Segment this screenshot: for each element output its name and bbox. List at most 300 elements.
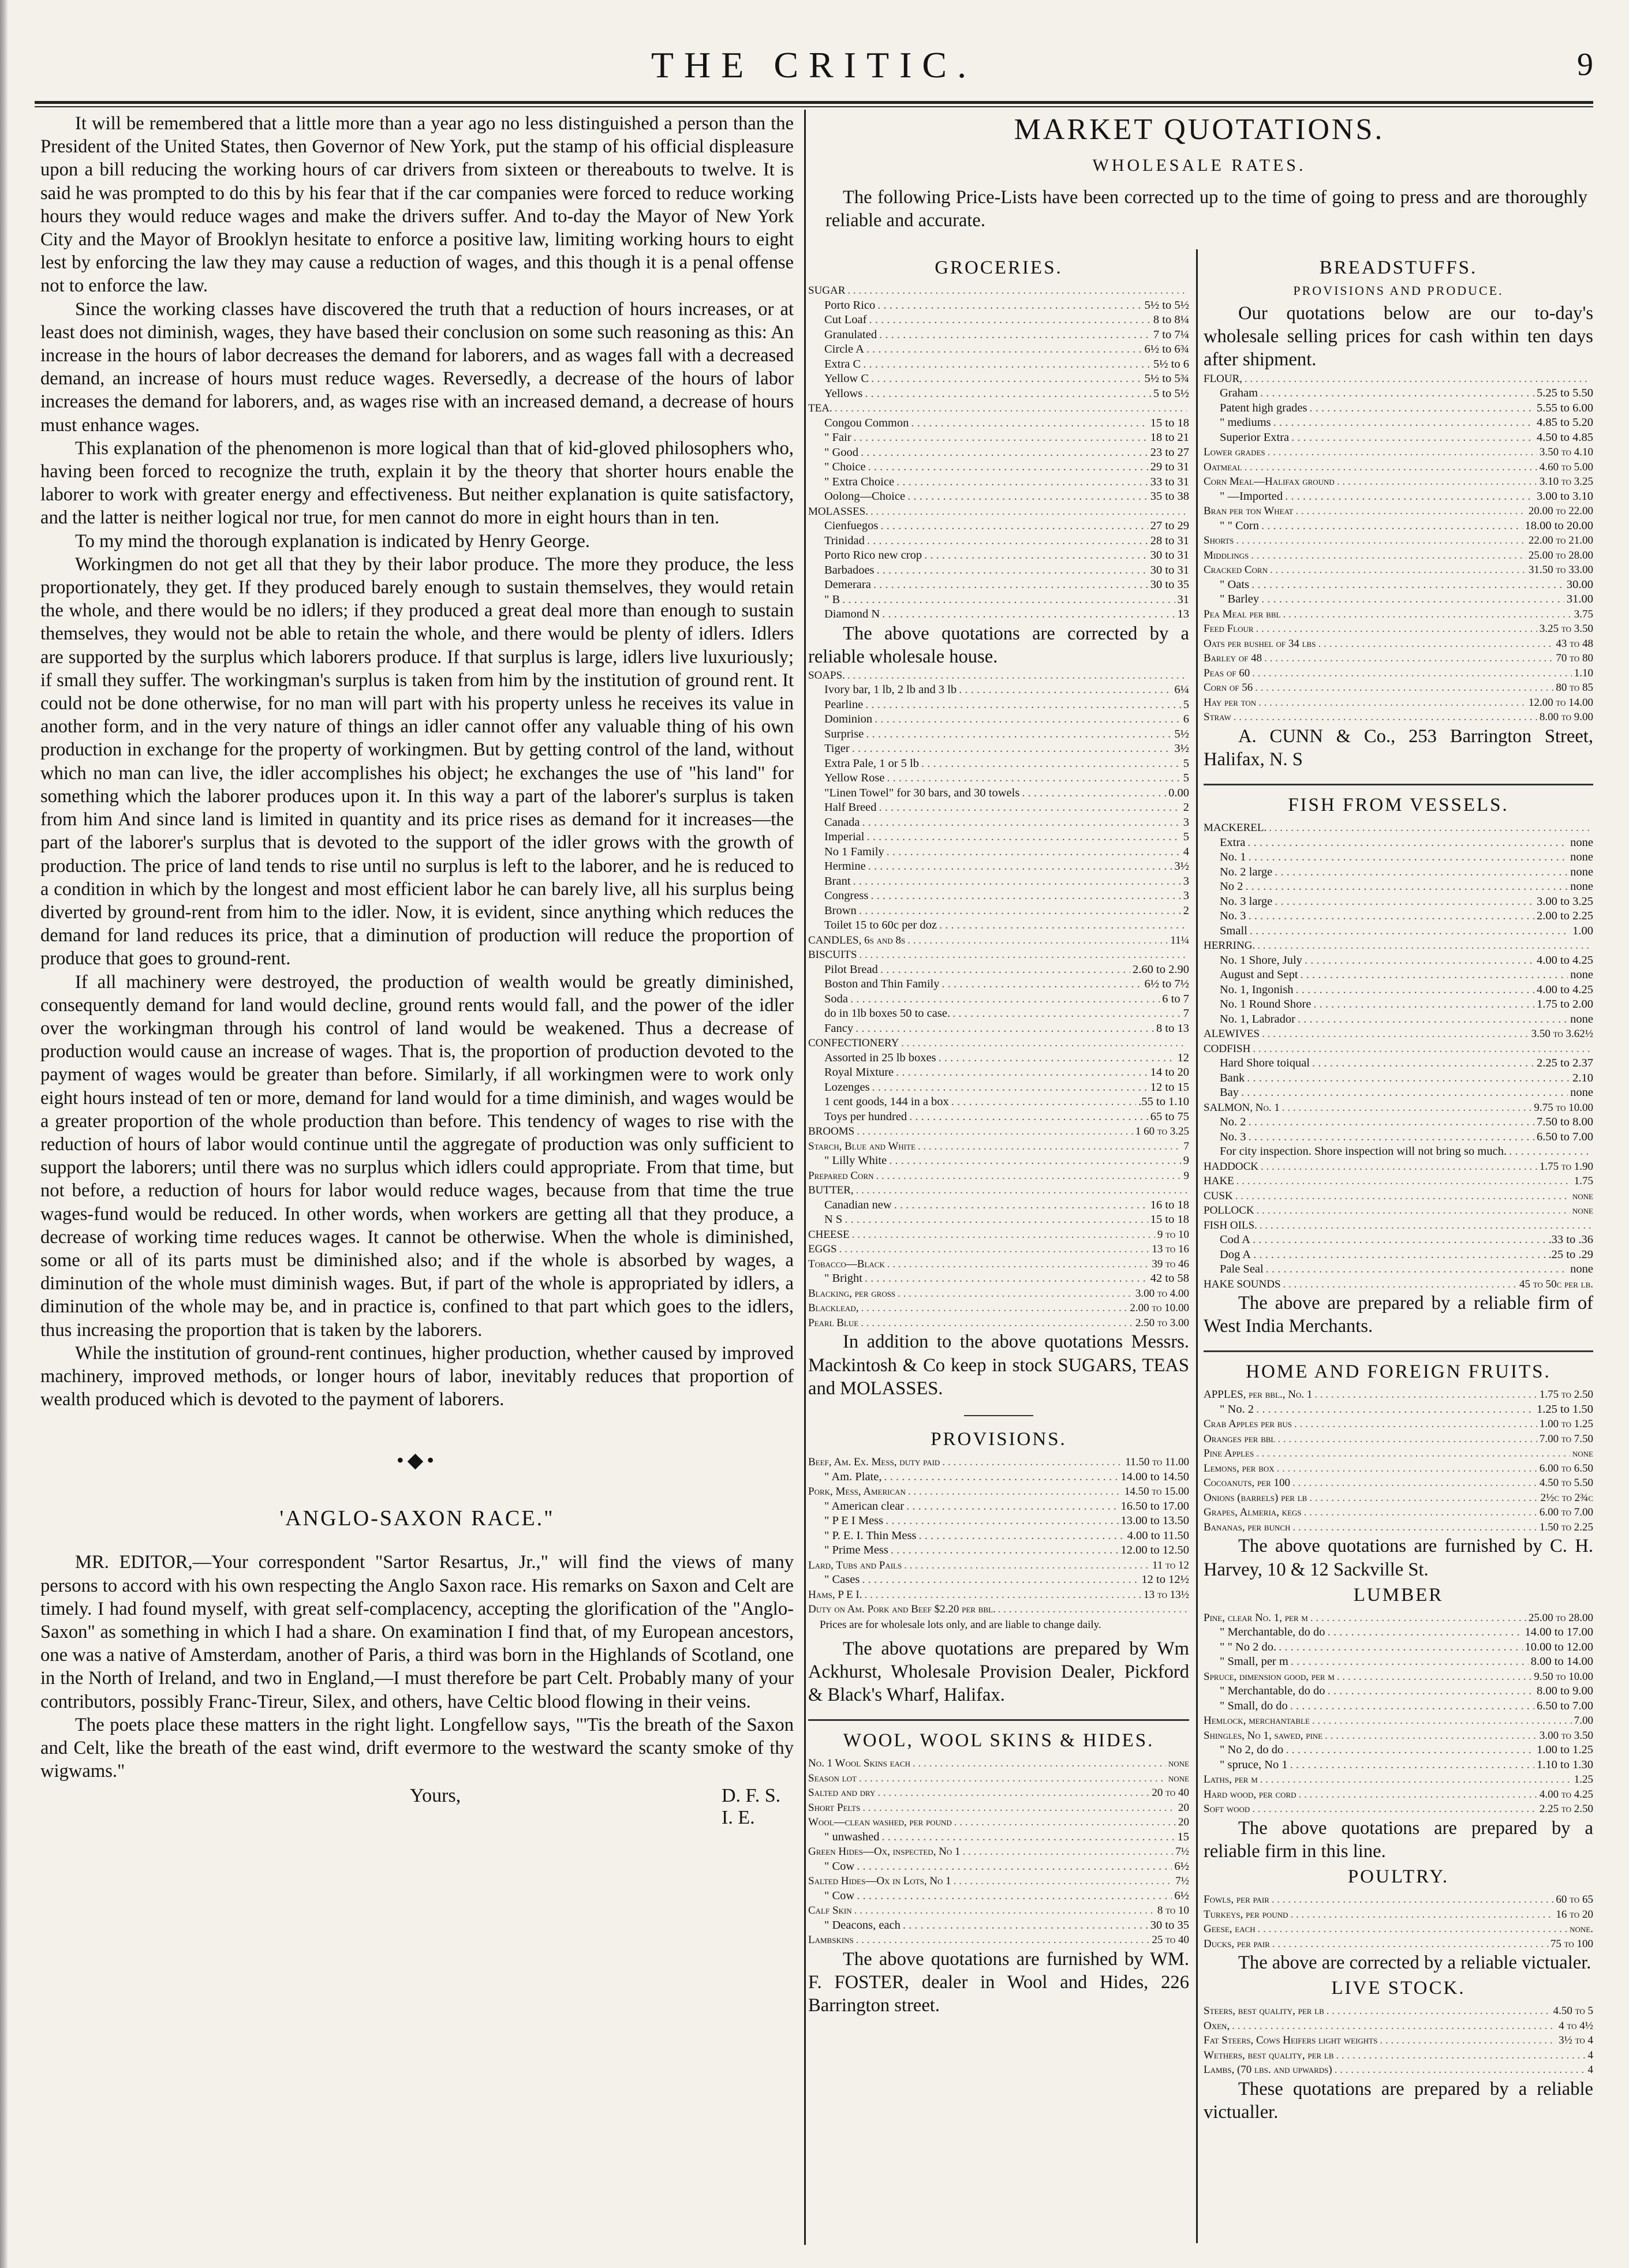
leader-dots (861, 1301, 1127, 1316)
price-item: " Small, per m (1220, 1655, 1288, 1668)
price-item: No 1 Family (824, 845, 884, 858)
signature-name: D. F. S. I. E. (722, 1785, 781, 1829)
price-row (808, 1558, 1189, 1573)
leader-dots (877, 1786, 1149, 1801)
price-row (808, 1815, 1189, 1830)
price-row (808, 1514, 1189, 1529)
price-row (808, 504, 1189, 519)
leader-dots (1244, 460, 1537, 475)
price-row (808, 1065, 1189, 1080)
livestock-list (1204, 2004, 1593, 2078)
price-value: 42 to 58 (1150, 1272, 1189, 1285)
price-item: " Am. Plate, (824, 1470, 882, 1483)
leader-dots (942, 1455, 1123, 1470)
leader-dots (1314, 1387, 1537, 1402)
price-value: 1.25 to 1.50 (1537, 1402, 1593, 1416)
price-value: 5 (1183, 772, 1189, 785)
price-row (1204, 1203, 1593, 1218)
leader-dots (880, 519, 1148, 534)
price-item: Season lot (808, 1772, 857, 1784)
price-value: none (1570, 880, 1593, 893)
leader-dots (1286, 1743, 1534, 1758)
price-item: CHEESE (808, 1228, 850, 1241)
price-item: Blacking, per gross (808, 1287, 896, 1300)
price-row (808, 830, 1189, 845)
leader-dots (1247, 1071, 1570, 1086)
leader-dots (881, 1830, 1175, 1845)
leader-dots (867, 534, 1148, 549)
price-item: Lozenges (824, 1080, 870, 1094)
price-item: Duty on Am. Pork and Beef $2.20 per bbl. (808, 1603, 996, 1616)
price-row (808, 1786, 1189, 1801)
leader-dots (839, 1242, 1150, 1257)
leader-dots (1327, 2004, 1551, 2019)
leader-dots (1294, 1417, 1537, 1432)
price-row (808, 489, 1189, 504)
leader-dots (868, 859, 1172, 874)
price-item: Yellow Rose (824, 772, 885, 785)
price-item: N S (824, 1213, 843, 1226)
leader-dots (842, 593, 1175, 608)
price-value: 5.25 to 5.50 (1537, 387, 1593, 400)
leader-dots (1245, 879, 1568, 895)
poultry-title: POULTRY. (1347, 1866, 1449, 1888)
provisions-price-note: Prices are for wholesale lots only, and are liable to change daily. (820, 1618, 1101, 1631)
leader-dots (1305, 953, 1534, 968)
leader-dots (1258, 1922, 1567, 1937)
price-item: Salted Hides—Ox in Lots, No 1 (808, 1875, 951, 1888)
price-row (808, 1844, 1189, 1859)
price-value: 5.55 to 6.00 (1537, 401, 1593, 414)
price-value: 13 (1177, 608, 1189, 620)
price-value: 2.25 to 2.37 (1537, 1057, 1593, 1070)
price-value: .25 to .29 (1548, 1248, 1593, 1261)
letter-body (40, 1551, 794, 1783)
price-value: 45 to 50c per lb. (1519, 1278, 1593, 1290)
price-value: 15 (1177, 1830, 1189, 1843)
price-item: August and Sept (1220, 968, 1298, 982)
leader-dots (847, 283, 1187, 298)
leader-dots (1236, 533, 1526, 548)
leader-dots (904, 1558, 1150, 1573)
price-value: 3.00 to 3.25 (1537, 895, 1593, 908)
leader-dots (866, 342, 1142, 357)
leader-dots (877, 298, 1142, 313)
price-row (808, 1588, 1189, 1603)
price-value: 18 to 21 (1150, 431, 1189, 444)
price-row (1204, 431, 1593, 446)
price-value: 60 to 65 (1556, 1893, 1593, 1906)
price-row (1204, 445, 1593, 460)
price-item: Hams, P E I. (808, 1588, 862, 1601)
price-row (808, 948, 1189, 963)
price-item: " " No 2 do. (1220, 1640, 1277, 1653)
price-row (808, 1484, 1189, 1499)
price-item: Corn Meal—Halifax ground (1204, 476, 1335, 488)
price-row (808, 698, 1189, 713)
price-row (1204, 1505, 1593, 1520)
leader-dots (1283, 607, 1571, 622)
page-number: 9 (1577, 47, 1593, 83)
price-row (1204, 607, 1593, 622)
price-item: APPLES, per bbl., No. 1 (1204, 1389, 1313, 1401)
price-value: 4.85 to 5.20 (1537, 416, 1593, 429)
livestock-title: LIVE STOCK. (1331, 1978, 1466, 1999)
fruits-title: HOME AND FOREIGN FRUITS. (1246, 1361, 1551, 1383)
price-item: Oatmeal (1204, 461, 1242, 473)
price-row (808, 742, 1189, 757)
price-item: Pine, clear No. 1, per m (1204, 1611, 1308, 1624)
price-value: 13 to 13½ (1144, 1588, 1189, 1601)
price-row (1204, 1476, 1593, 1491)
poultry-list (1204, 1892, 1593, 1951)
price-value: 1.00 to 1.25 (1537, 1743, 1593, 1757)
price-item: No. 1 Wool Skins each (808, 1757, 910, 1770)
masthead (35, 38, 1593, 102)
price-value: 27 to 29 (1150, 519, 1189, 532)
price-value: 14 to 20 (1150, 1066, 1189, 1079)
price-row (808, 963, 1189, 978)
leader-dots (1272, 1937, 1548, 1952)
price-item: No. 3 (1220, 910, 1246, 923)
leader-dots (1335, 2063, 1586, 2078)
price-item: No. 1 (1220, 851, 1246, 864)
leader-dots (1337, 474, 1537, 489)
price-row (1204, 592, 1593, 607)
leader-dots (1273, 416, 1534, 431)
price-value: 14.00 to 17.00 (1525, 1626, 1593, 1639)
groceries-list-continued (808, 668, 1189, 1331)
price-item: Starch, Blue and White (808, 1140, 916, 1152)
livestock-note: These quotations are prepared by a reliable victualler. (1204, 2078, 1593, 2123)
groceries-list (808, 283, 1189, 622)
fish-title: FISH FROM VESSELS. (1288, 795, 1509, 816)
leader-dots (866, 830, 1180, 845)
price-item: Laths, per m (1204, 1773, 1258, 1786)
leader-dots (1022, 786, 1166, 801)
leader-dots (906, 1499, 1118, 1514)
price-item: Extra Pale, 1 or 5 lb (824, 757, 919, 770)
price-item: Canadian new (824, 1198, 892, 1211)
leader-dots (1235, 1189, 1570, 1204)
lumber-note: The above quotations are prepared by a reliable firm in this line. (1204, 1817, 1593, 1862)
price-row (808, 786, 1189, 801)
price-row (1204, 2033, 1593, 2048)
price-row (808, 475, 1189, 490)
price-item: Pearl Blue (808, 1316, 859, 1329)
price-item: Congress (824, 889, 869, 903)
price-value: 7 (1183, 1007, 1189, 1020)
price-item: Bank (1220, 1071, 1245, 1084)
leader-dots (1290, 1758, 1534, 1773)
price-item: " Extra Choice (824, 475, 895, 488)
price-value: 4.50 to 5 (1553, 2005, 1593, 2018)
page-binding-edge (0, 0, 8, 2268)
leader-dots (1292, 1476, 1537, 1491)
price-item: Crab Apples per bus (1204, 1418, 1292, 1431)
price-value: none. (1570, 1923, 1593, 1936)
paragraph: It will be remembered that a little more than a year ago no less distinguished a person than the President of the United States, then Governor of New York, put the stamp of his official displeasure upon a bill reducing the working hours of car drivers from sixteen or thereabouts to twelve. It is said he was prompted to do this by his fear that if the car companies were forced to reduce working hours they would reduce wages and make the drivers suffer. And to-day the Mayor of New York City and the Mayor of Brooklyn hesitate to enforce a positive law, limiting working hours to eight lest by enforcing the law they may cause a reduction of wages, and this though it is a penal offense not to enforce the law. (40, 113, 794, 297)
price-value: 1.00 to 1.25 (1539, 1418, 1593, 1431)
leader-dots (1309, 401, 1534, 416)
price-value: 5½ (1174, 727, 1189, 740)
price-row (808, 1095, 1189, 1110)
price-row (808, 1499, 1189, 1514)
leader-dots (861, 446, 1148, 461)
price-row (1204, 1233, 1593, 1248)
price-row (1204, 372, 1593, 387)
price-value: 12.00 to 12.50 (1120, 1544, 1189, 1557)
market-column-b (1204, 254, 1593, 2245)
price-value: 20 to 40 (1152, 1787, 1189, 1799)
leader-dots (873, 578, 1148, 593)
price-item: Middlings (1204, 549, 1249, 562)
price-value: 6 to 7 (1162, 992, 1189, 1005)
price-row (808, 1316, 1189, 1331)
price-item: Porto Rico (824, 298, 876, 312)
price-item: " Oats (1220, 578, 1250, 591)
price-row (808, 607, 1189, 622)
lumber-title: LUMBER (1353, 1584, 1444, 1605)
leader-dots (857, 1124, 1133, 1139)
price-item: Oranges per bbl (1204, 1432, 1276, 1445)
leader-dots (1509, 1144, 1591, 1159)
leader-dots (850, 992, 1160, 1007)
wool-title: WOOL, WOOL SKINS & HIDES. (843, 1730, 1155, 1751)
price-item: Wool—clean washed, per pound (808, 1816, 952, 1829)
price-row (1204, 1937, 1593, 1952)
price-value: 30 to 31 (1150, 563, 1189, 577)
price-item: BISCUITS (808, 949, 857, 961)
leader-dots (924, 548, 1148, 563)
price-row (1204, 651, 1593, 666)
price-row (808, 1154, 1189, 1169)
price-row (1204, 533, 1593, 548)
leader-dots (1258, 695, 1526, 710)
price-item: Tiger (824, 742, 850, 755)
price-item: Cracked Corn (1204, 564, 1268, 577)
price-item: " unwashed (824, 1830, 880, 1843)
leader-dots (1292, 1520, 1537, 1535)
price-value: 8.00 to 9.00 (1537, 1685, 1593, 1698)
leader-dots (862, 1573, 1139, 1588)
price-value: none (1572, 1447, 1593, 1460)
price-value: 16.50 to 17.00 (1120, 1499, 1189, 1513)
price-value: 12 to 15 (1150, 1080, 1189, 1094)
leader-dots (1260, 386, 1534, 401)
price-item: " Merchantable, do do (1220, 1685, 1325, 1698)
price-item: Shorts (1204, 534, 1234, 547)
price-row (1204, 1086, 1593, 1101)
price-item: Shingles, No 1, sawed, pine (1204, 1729, 1323, 1742)
leader-dots (1296, 983, 1534, 998)
price-row (1204, 1655, 1593, 1670)
price-row (1204, 1907, 1593, 1922)
price-item: Pilot Bread (824, 963, 878, 976)
price-item: Grapes, Almeria, kegs (1204, 1506, 1302, 1519)
price-value: 3.50 to 3.62½ (1531, 1028, 1593, 1041)
leader-dots (896, 475, 1148, 490)
price-value: 9 to 10 (1157, 1228, 1189, 1241)
price-value: 2 (1183, 904, 1189, 917)
price-value: 18.00 to 20.00 (1525, 519, 1593, 532)
price-value: 30.00 (1566, 578, 1593, 591)
price-value: 1.75 to 2.50 (1539, 1389, 1593, 1401)
price-row (808, 1455, 1189, 1470)
price-row (1204, 474, 1593, 489)
price-item: Imperial (824, 830, 865, 844)
price-item: Demerara (824, 578, 871, 591)
price-value: 3½ (1174, 860, 1189, 873)
price-item: Granulated (824, 328, 877, 341)
price-row (808, 1771, 1189, 1786)
price-item: Surprise (824, 727, 864, 740)
price-value: 13.00 to 13.50 (1120, 1514, 1189, 1528)
provisions-note: The above quotations are prepared by Wm Ackhurst, Wholesale Provision Dealer, Pickford & Black's Wharf, Halifax. (808, 1638, 1189, 1705)
price-value: 1.10 to 1.30 (1537, 1758, 1593, 1771)
price-value: none (1570, 1086, 1593, 1099)
price-item: FISH OILS. (1204, 1219, 1257, 1232)
price-row (1204, 1611, 1593, 1626)
leader-dots (1252, 1802, 1537, 1817)
price-value: 6½ (1174, 1859, 1189, 1873)
leader-dots (872, 1080, 1148, 1095)
fish-list (1204, 821, 1593, 1292)
price-value: 1.50 to 2.25 (1539, 1521, 1593, 1533)
price-row (1204, 968, 1593, 983)
wool-note: The above quotations are furnished by WM. F. FOSTER, dealer in Wool and Hides, 226 Barrington street. (808, 1948, 1189, 2016)
price-item: CUSK (1204, 1189, 1233, 1202)
price-item: " Merchantable, do do (1220, 1626, 1325, 1639)
leader-dots (1232, 2019, 1556, 2034)
price-item: Boston and Thin Family (824, 978, 940, 991)
price-item: " mediums (1220, 416, 1271, 429)
paragraph: MR. EDITOR,—Your correspondent "Sartor Resartus, Jr.," will find the views of many persons to accord with his own respecting the Anglo Saxon race. His remarks on Saxon and Celt are timely. I had found myself, with great self-complacency, accepting the glorification of the "Anglo-Saxon" as something in which I had a share. On examination I find that, of my European ancestors, one was a native of Amsterdam, another of Paris, a third was born in the Highlands of Scotland, one in the North of Ireland, and two in England,—I must therefore be part Celt. Probably many of your contributors, possibly Franc-Tireur, Silex, and others, have Celtic blood flowing in their veins. (40, 1552, 794, 1712)
price-row (1204, 879, 1593, 895)
price-item: " No 2, do do (1220, 1743, 1284, 1757)
price-row (1204, 924, 1593, 939)
fish-note: The above are prepared by a reliable firm of West India Merchants. (1204, 1293, 1593, 1337)
leader-dots (1257, 1203, 1570, 1218)
price-row (1204, 1417, 1593, 1432)
price-value: 5 (1183, 757, 1189, 770)
leader-dots (1272, 1892, 1553, 1907)
price-item: CODFISH (1204, 1042, 1251, 1055)
price-item: Bran per ton Wheat (1204, 505, 1294, 518)
price-row (808, 800, 1189, 815)
breadstuffs-note: A. CUNN & Co., 253 Barrington Street, Halifax, N. S (1204, 725, 1593, 770)
price-row (1204, 1625, 1593, 1640)
leader-dots (854, 1903, 1155, 1918)
leader-dots (896, 1065, 1148, 1080)
price-value: none (1570, 836, 1593, 849)
price-value: 23 to 27 (1150, 446, 1189, 459)
price-row (1204, 1012, 1593, 1027)
price-item: Straw (1204, 711, 1231, 724)
price-row (1204, 519, 1593, 534)
leader-dots (954, 1815, 1176, 1830)
price-item: " Choice (824, 461, 866, 473)
price-row (1204, 1027, 1593, 1042)
price-row (808, 416, 1189, 431)
price-row (808, 446, 1189, 461)
price-value: 6½ to 7½ (1144, 978, 1189, 991)
price-item: " Cow (824, 1889, 855, 1902)
price-value: 3.75 (1574, 608, 1593, 620)
price-item: Bananas, per bunch (1204, 1521, 1291, 1533)
price-value: 8.00 to 9.00 (1539, 711, 1593, 724)
price-row (808, 578, 1189, 593)
price-value: 31.00 (1566, 593, 1593, 606)
price-row (1204, 563, 1593, 578)
price-row (1204, 1520, 1593, 1535)
price-item: "Linen Towel" for 30 bars, and 30 towels (824, 786, 1020, 799)
price-value: none (1570, 1012, 1593, 1026)
price-value: 3 (1183, 889, 1189, 903)
price-row (808, 548, 1189, 563)
leader-dots (1236, 1174, 1572, 1189)
price-row (808, 1051, 1189, 1066)
price-row (1204, 1071, 1593, 1086)
price-value: 9 (1183, 1154, 1189, 1167)
price-item: Lower grades (1204, 446, 1265, 459)
price-row (808, 1242, 1189, 1257)
leader-dots (894, 1198, 1148, 1213)
leader-dots (886, 1514, 1118, 1529)
price-value: 4.00 to 4.25 (1537, 953, 1593, 967)
leader-dots (918, 1529, 1124, 1544)
price-row (808, 1573, 1189, 1588)
price-value: 20 (1178, 1801, 1189, 1814)
price-row (1204, 1387, 1593, 1402)
price-row (1204, 821, 1593, 836)
price-row (1204, 1491, 1593, 1506)
leader-dots (1269, 821, 1591, 836)
price-item: No. 1 Round Shore (1220, 998, 1312, 1011)
price-item: FLOUR, (1204, 372, 1243, 385)
price-value: 3½ to 4 (1559, 2034, 1593, 2047)
price-row (1204, 1758, 1593, 1773)
price-value: 3.00 to 3.10 (1537, 489, 1593, 503)
price-item: Pearline (824, 698, 864, 711)
price-item: Congou Common (824, 416, 909, 429)
price-row (808, 534, 1189, 549)
price-item: Toilet 15 to 60c per doz (824, 919, 937, 932)
price-item: Fancy (824, 1021, 854, 1035)
leader-dots (864, 1588, 1141, 1603)
leader-dots (879, 328, 1151, 343)
price-row (808, 1286, 1189, 1301)
price-row (808, 1198, 1189, 1213)
price-value: none (1570, 851, 1593, 864)
price-row (1204, 548, 1593, 563)
leader-dots (853, 874, 1181, 889)
price-value: none (1168, 1772, 1189, 1784)
price-row (808, 1529, 1189, 1544)
price-value: none (1570, 968, 1593, 982)
leader-dots (1312, 1713, 1572, 1728)
price-row (808, 1271, 1189, 1286)
provisions-title: PROVISIONS. (931, 1429, 1067, 1450)
leader-dots (1268, 445, 1537, 460)
leader-dots (1291, 1907, 1554, 1922)
price-item: " Good (824, 446, 859, 459)
leader-dots (942, 977, 1142, 992)
leader-dots (963, 1844, 1174, 1859)
leader-dots (889, 1154, 1181, 1169)
section-rule (1204, 784, 1593, 785)
price-row (1204, 1728, 1593, 1743)
